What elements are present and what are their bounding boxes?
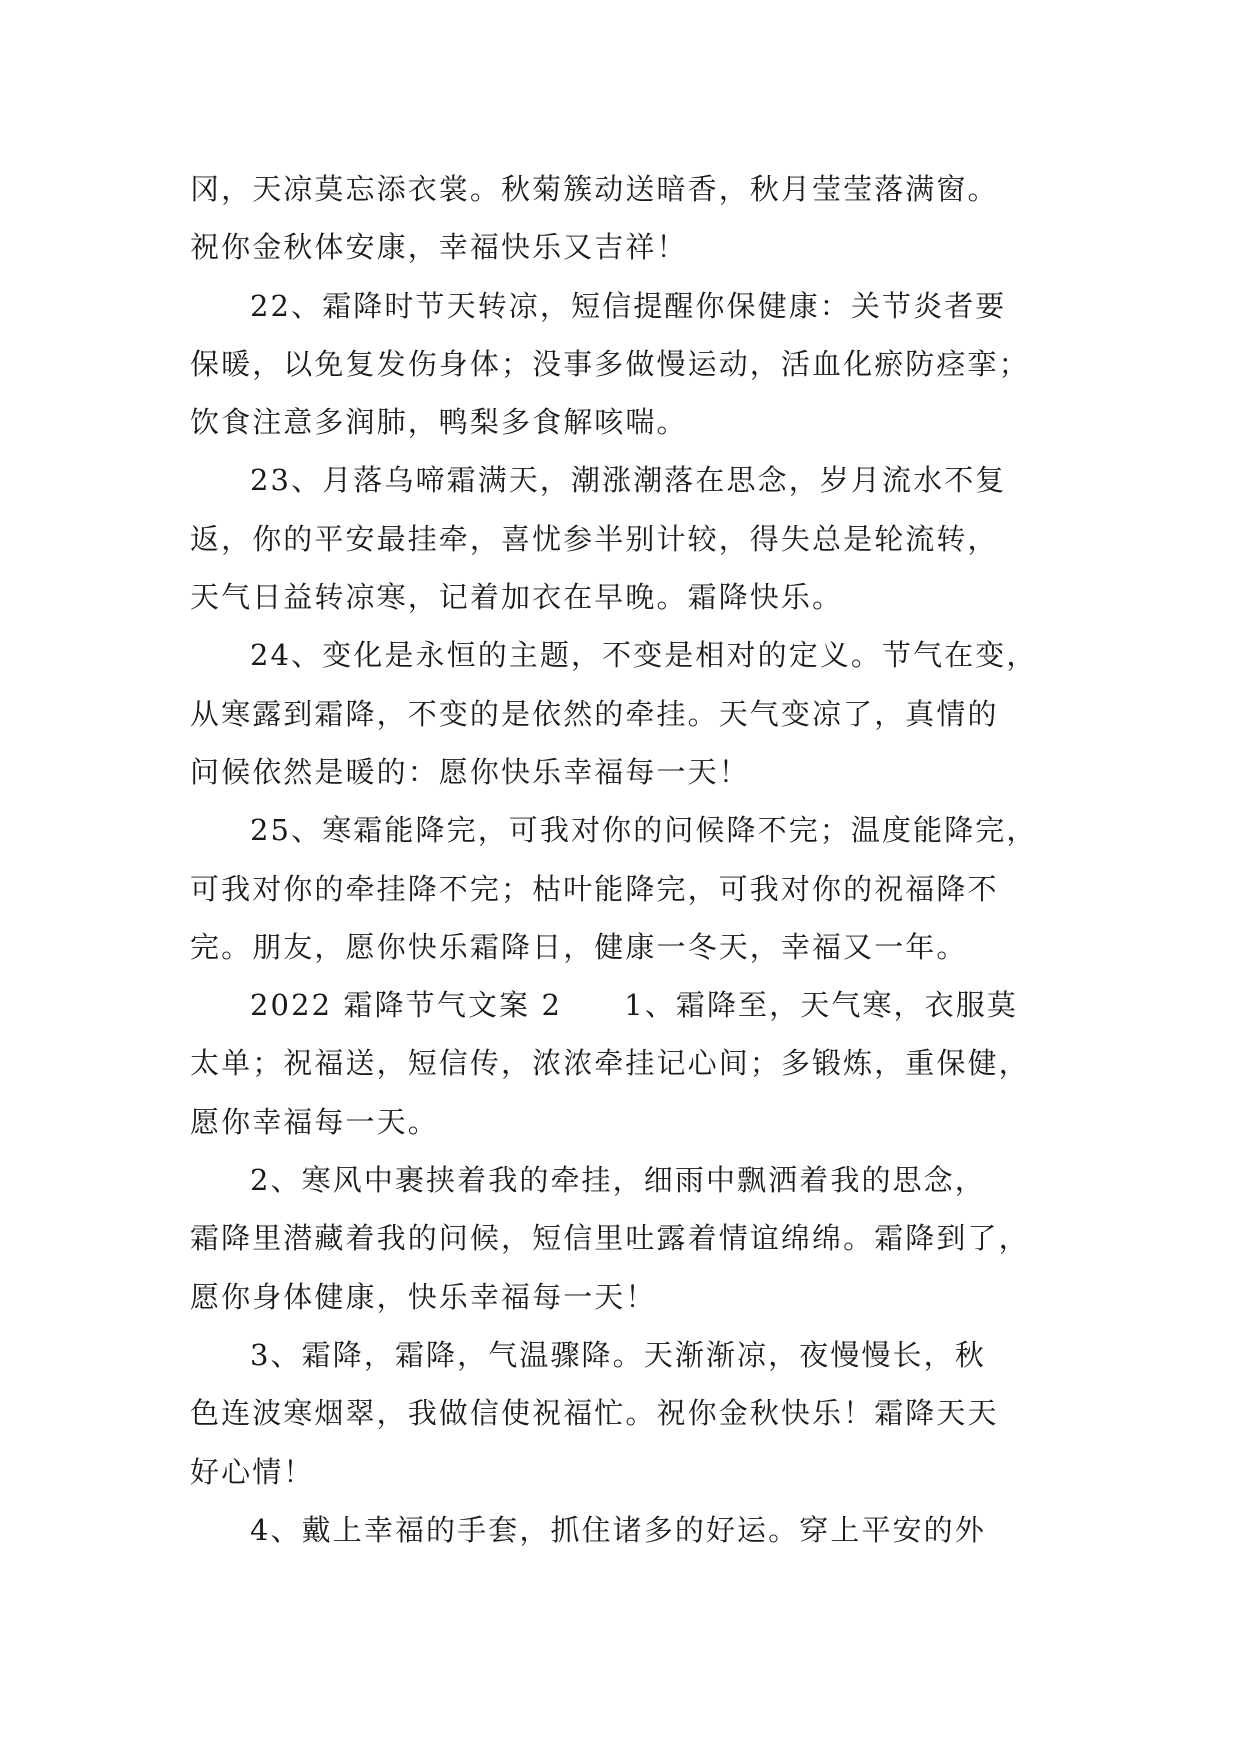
text-line: 保暖，以免复发伤身体；没事多做慢运动，活血化瘀防痉挛； bbox=[190, 346, 1030, 381]
text-line: 25、寒霜能降完，可我对你的问候降不完；温度能降完， bbox=[250, 813, 1038, 848]
paragraph bbox=[190, 451, 1050, 626]
text-line: 24、变化是永恒的主题，不变是相对的定义。节气在变， bbox=[250, 638, 1038, 673]
text-line: 饮食注意多润肺，鸭梨多食解咳喘。 bbox=[190, 405, 688, 440]
paragraph bbox=[190, 976, 1050, 1151]
text-line: 返，你的平安最挂牵，喜忧参半别计较，得失总是轮流转， bbox=[190, 521, 999, 556]
text-line: 问候依然是暖的：愿你快乐幸福每一天！ bbox=[190, 754, 750, 789]
text-line: 23、月落乌啼霜满天，潮涨潮落在思念，岁月流水不复 bbox=[250, 463, 1007, 498]
text-line: 2022 霜降节气文案 2 1、霜降至，天气寒，衣服莫 bbox=[250, 988, 1018, 1023]
text-line: 天气日益转凉寒，记着加衣在早晚。霜降快乐。 bbox=[190, 580, 844, 615]
text-line: 完。朋友，愿你快乐霜降日，健康一冬天，幸福又一年。 bbox=[190, 929, 968, 964]
text-line: 可我对你的牵挂降不完；枯叶能降完，可我对你的祝福降不 bbox=[190, 871, 999, 906]
paragraph bbox=[190, 160, 1050, 277]
text-line: 好心情！ bbox=[190, 1454, 315, 1489]
text-line: 3、霜降，霜降，气温骤降。天渐渐凉，夜慢慢长，秋 bbox=[250, 1337, 986, 1372]
text-line: 祝你金秋体安康，幸福快乐又吉祥！ bbox=[190, 230, 688, 265]
document-body bbox=[190, 160, 1050, 1559]
text-line: 2、寒风中裹挟着我的牵挂，细雨中飘洒着我的思念， bbox=[250, 1163, 986, 1198]
text-line: 色连波寒烟翠，我做信使祝福忙。祝你金秋快乐！霜降天天 bbox=[190, 1396, 999, 1431]
text-line: 冈，天凉莫忘添衣裳。秋菊簇动送暗香，秋月莹莹落满窗。 bbox=[190, 172, 999, 206]
paragraph bbox=[190, 626, 1050, 801]
paragraph bbox=[190, 801, 1050, 976]
text-line: 太单；祝福送，短信传，浓浓牵挂记心间；多锻炼，重保健， bbox=[190, 1046, 1030, 1081]
paragraph bbox=[190, 1326, 1050, 1501]
paragraph bbox=[190, 1151, 1050, 1326]
text-line: 愿你幸福每一天。 bbox=[190, 1104, 439, 1139]
text-line: 霜降里潜藏着我的问候，短信里吐露着情谊绵绵。霜降到了， bbox=[190, 1221, 1030, 1256]
paragraph bbox=[190, 1501, 1050, 1559]
text-line: 愿你身体健康，快乐幸福每一天！ bbox=[190, 1279, 657, 1314]
text-line: 4、戴上幸福的手套，抓住诸多的好运。穿上平安的外 bbox=[250, 1512, 986, 1547]
text-line: 22、霜降时节天转凉，短信提醒你保健康：关节炎者要 bbox=[250, 288, 1007, 323]
paragraph bbox=[190, 277, 1050, 452]
text-line: 从寒露到霜降，不变的是依然的牵挂。天气变凉了，真情的 bbox=[190, 696, 999, 731]
